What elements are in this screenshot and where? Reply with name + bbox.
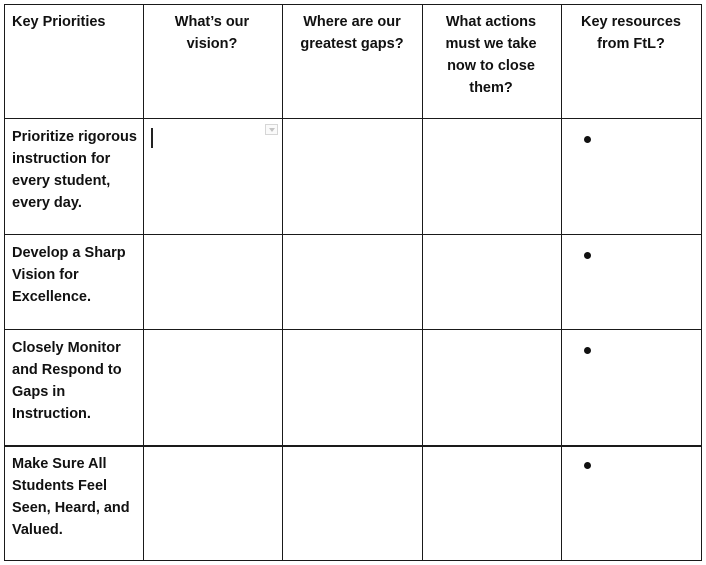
vision-cell-2[interactable] — [144, 235, 282, 329]
actions-cell-2[interactable] — [423, 235, 561, 329]
priority-text: Develop a Sharp Vision for Excellence. — [12, 245, 126, 305]
actions-cell-1[interactable] — [423, 119, 561, 234]
vision-cell-1[interactable] — [144, 119, 282, 234]
resources-cell-1[interactable] — [562, 119, 701, 234]
priority-text: Closely Monitor and Respond to Gaps in Instruction. — [12, 340, 122, 422]
header-resources — [574, 11, 688, 55]
priorities-table — [4, 4, 702, 561]
table-border-bottom — [4, 560, 702, 561]
table-border-right — [701, 4, 702, 561]
header-actions — [441, 11, 541, 99]
priority-text: Prioritize rigorous instruction for every student, every day. — [12, 129, 137, 211]
bullet-icon — [584, 136, 591, 143]
header-key-priorities — [4, 11, 143, 33]
text-cursor — [151, 128, 153, 148]
row-label-priority-3 — [4, 337, 143, 425]
table-border-top — [4, 4, 702, 5]
header-label: Key resources from FtL? — [581, 14, 681, 52]
header-label: Where are our greatest gaps? — [300, 14, 404, 52]
resources-cell-4[interactable] — [562, 447, 701, 560]
actions-cell-4[interactable] — [423, 447, 561, 560]
header-label: Key Priorities — [12, 14, 106, 30]
bullet-icon — [584, 347, 591, 354]
row-label-priority-2 — [4, 242, 143, 308]
gaps-cell-1[interactable] — [283, 119, 422, 234]
resources-cell-2[interactable] — [562, 235, 701, 329]
row-label-priority-1 — [4, 126, 143, 214]
row-label-priority-4 — [4, 453, 143, 541]
header-label: What’s our vision? — [174, 14, 250, 52]
bullet-icon — [584, 462, 591, 469]
resources-cell-3[interactable] — [562, 330, 701, 445]
priority-text: Make Sure All Students Feel Seen, Heard, and Valued. — [12, 456, 130, 538]
header-label: What actions must we take now to close them? — [445, 14, 537, 96]
gaps-cell-2[interactable] — [283, 235, 422, 329]
actions-cell-3[interactable] — [423, 330, 561, 445]
header-gaps — [294, 11, 410, 55]
bullet-icon — [584, 252, 591, 259]
header-vision — [164, 11, 260, 55]
vision-cell-3[interactable] — [144, 330, 282, 445]
chevron-down-icon[interactable] — [265, 124, 278, 135]
vision-cell-4[interactable] — [144, 447, 282, 560]
gaps-cell-4[interactable] — [283, 447, 422, 560]
gaps-cell-3[interactable] — [283, 330, 422, 445]
